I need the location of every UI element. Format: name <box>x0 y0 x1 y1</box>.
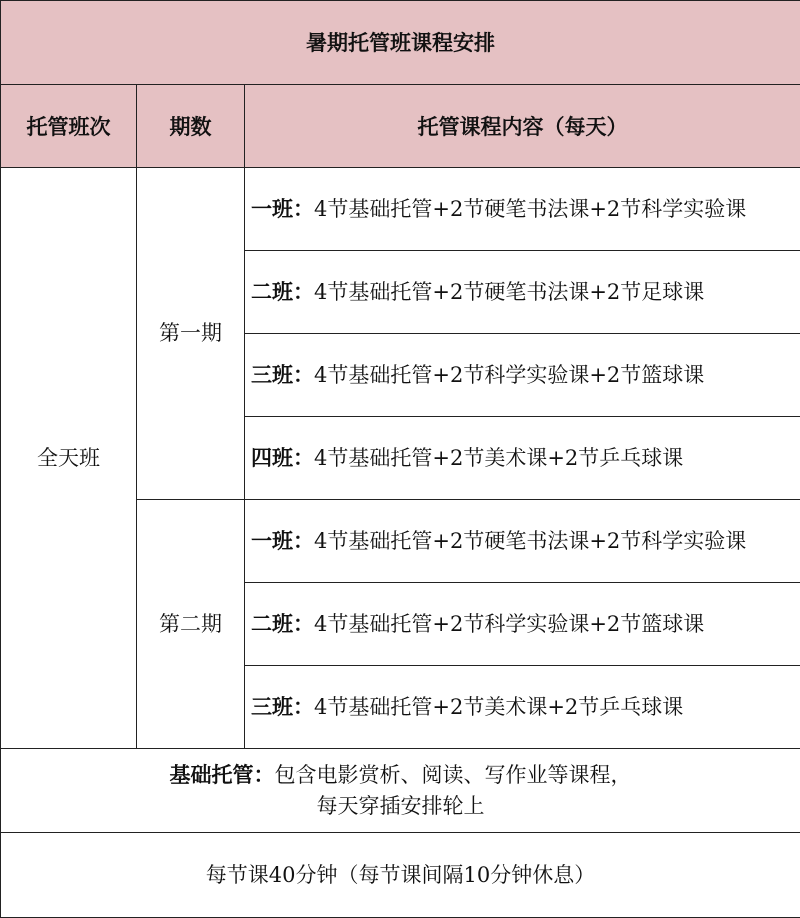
header-content: 托管课程内容（每天） <box>245 85 800 168</box>
course-content: 4节基础托管+2节科学实验课+2节篮球课 <box>314 612 704 636</box>
class-label: 二班： <box>251 279 314 304</box>
basic-care-line-2: 每天穿插安排轮上 <box>1 791 800 822</box>
title-row <box>1 1 800 85</box>
course-cell <box>245 168 800 251</box>
course-cell <box>245 251 800 334</box>
class-label: 一班： <box>251 528 314 553</box>
course-cell <box>245 583 800 666</box>
class-label: 二班： <box>251 611 314 636</box>
course-cell <box>245 500 800 583</box>
course-content: 4节基础托管+2节美术课+2节乒乓球课 <box>314 695 683 719</box>
table-row <box>1 168 800 251</box>
class-label: 三班： <box>251 362 314 387</box>
note-row-duration <box>1 833 800 918</box>
basic-care-note <box>1 749 800 833</box>
course-content: 4节基础托管+2节硬笔书法课+2节科学实验课 <box>314 197 746 221</box>
period-2-cell: 第二期 <box>137 500 245 749</box>
course-cell <box>245 334 800 417</box>
class-label: 一班： <box>251 196 314 221</box>
header-banci: 托管班次 <box>1 85 137 168</box>
course-cell <box>245 666 800 749</box>
course-content: 4节基础托管+2节硬笔书法课+2节足球课 <box>314 280 704 304</box>
class-label: 四班： <box>251 445 314 470</box>
note-row-basic <box>1 749 800 833</box>
duration-note: 每节课40分钟（每节课间隔10分钟休息） <box>1 833 800 918</box>
banci-cell: 全天班 <box>1 168 137 749</box>
basic-care-line-1 <box>1 759 800 791</box>
basic-care-label: 基础托管： <box>170 762 275 787</box>
table-title: 暑期托管班课程安排 <box>1 1 800 85</box>
class-label: 三班： <box>251 694 314 719</box>
header-period: 期数 <box>137 85 245 168</box>
course-content: 4节基础托管+2节美术课+2节乒乓球课 <box>314 446 683 470</box>
basic-care-text: 包含电影赏析、阅读、写作业等课程， <box>275 763 632 787</box>
header-row <box>1 85 800 168</box>
course-cell <box>245 417 800 500</box>
period-1-cell: 第一期 <box>137 168 245 500</box>
course-content: 4节基础托管+2节硬笔书法课+2节科学实验课 <box>314 529 746 553</box>
course-content: 4节基础托管+2节科学实验课+2节篮球课 <box>314 363 704 387</box>
